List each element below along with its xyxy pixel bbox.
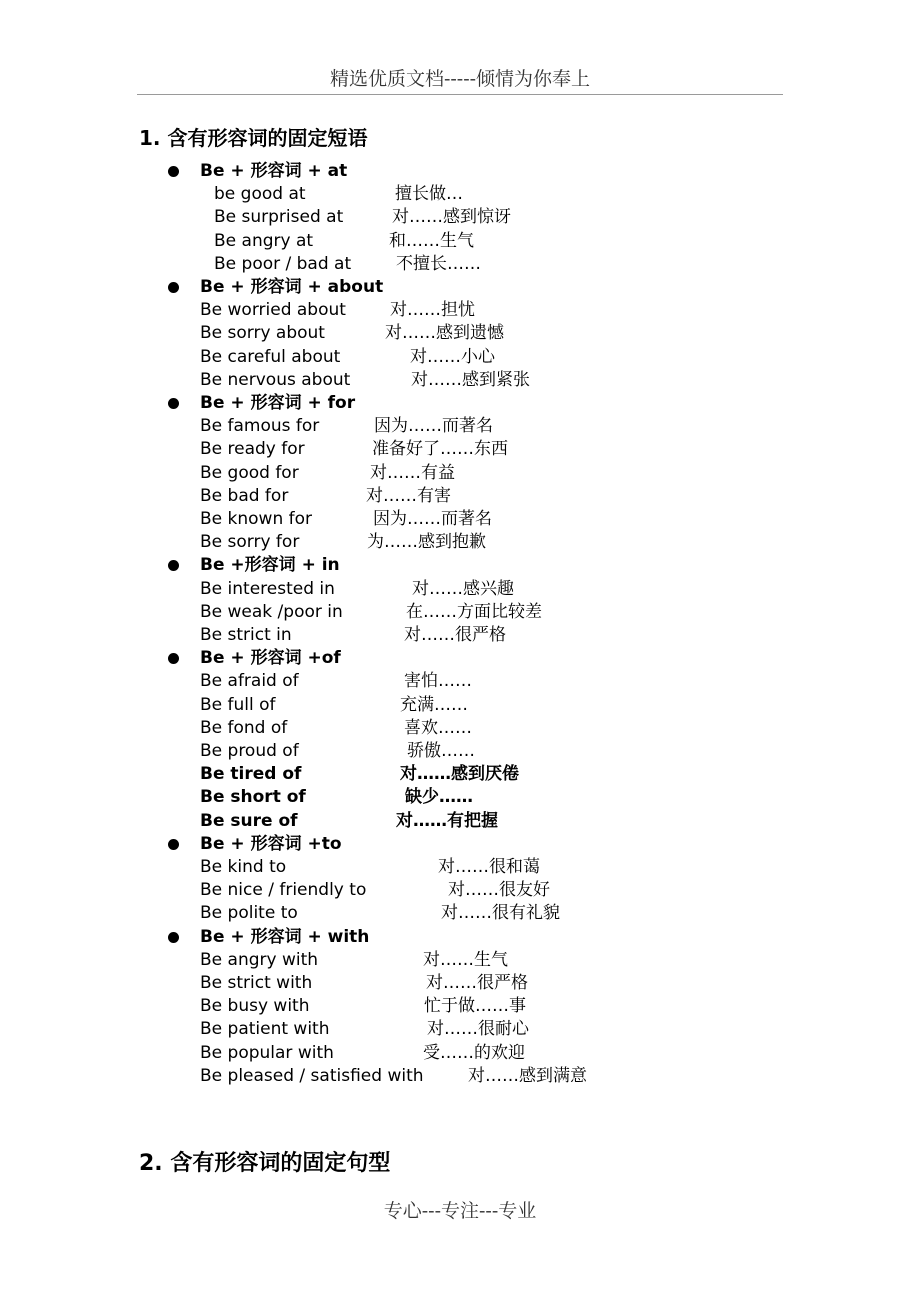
phrase-chinese: 对……担忧 <box>390 300 475 321</box>
phrase-chinese: 因为……而著名 <box>373 509 492 529</box>
phrase-chinese: 害怕…… <box>404 671 472 692</box>
bullet-icon <box>168 560 179 571</box>
phrase-english: Be proud of <box>200 741 299 761</box>
phrase-english: Be nice / friendly to <box>200 880 367 901</box>
section-2-title: 2. 含有形容词的固定句型 <box>139 1151 391 1176</box>
phrase-chinese: 对……感到满意 <box>468 1065 587 1086</box>
phrase-chinese: 对……感到遗憾 <box>385 323 504 344</box>
phrase-chinese: 擅长做… <box>395 184 463 205</box>
phrase-chinese: 对……生气 <box>423 949 508 970</box>
phrase-english: Be patient with <box>200 1019 330 1040</box>
phrase-english: Be strict with <box>200 973 313 993</box>
phrase-chinese: 因为……而著名 <box>374 416 493 437</box>
phrase-chinese: 对……很耐心 <box>427 1019 529 1040</box>
phrase-english: Be tired of <box>200 764 302 785</box>
phrase-chinese: 为……感到抱歉 <box>367 532 486 553</box>
phrase-english: Be polite to <box>200 903 298 924</box>
phrase-chinese: 缺少…… <box>405 787 473 808</box>
phrase-english: Be careful about <box>200 346 341 367</box>
phrase-english: Be good for <box>200 462 299 483</box>
section-1-title: 1. 含有形容词的固定短语 <box>139 126 368 150</box>
bullet-icon <box>168 653 179 664</box>
phrase-english: Be kind to <box>200 857 287 877</box>
phrase-english: Be sorry about <box>200 323 325 344</box>
phrase-chinese: 充满…… <box>400 694 468 715</box>
phrase-chinese: 和……生气 <box>389 230 474 251</box>
phrase-english: Be poor / bad at <box>214 253 352 274</box>
page-header: 精选优质文档-----倾情为你奉上 <box>329 68 591 90</box>
phrase-chinese: 对……有把握 <box>396 810 498 831</box>
phrase-english: be good at <box>214 184 306 205</box>
phrase-chinese: 忙于做……事 <box>424 996 526 1017</box>
phrase-chinese: 对……感到惊讶 <box>392 207 511 228</box>
group-heading: Be + 形容词 + at <box>200 161 348 181</box>
bullet-icon <box>168 398 179 409</box>
phrase-english: Be busy with <box>200 996 310 1017</box>
phrase-chinese: 对……很和蔼 <box>438 857 540 877</box>
phrase-english: Be known for <box>200 509 313 529</box>
group-heading: Be + 形容词 +to <box>200 833 342 854</box>
page-footer: 专心---专注---专业 <box>383 1200 537 1222</box>
phrase-chinese: 准备好了……东西 <box>372 439 508 460</box>
phrase-chinese: 不擅长…… <box>396 253 481 274</box>
phrase-english: Be afraid of <box>200 671 299 692</box>
phrase-english: Be ready for <box>200 439 305 460</box>
phrase-chinese: 对……很严格 <box>404 625 506 645</box>
phrase-english: Be sorry for <box>200 532 300 553</box>
phrase-chinese: 对……有害 <box>366 485 451 506</box>
phrase-chinese: 受……的欢迎 <box>423 1042 525 1063</box>
phrase-english: Be famous for <box>200 416 320 437</box>
phrase-english: Be angry with <box>200 949 319 970</box>
phrase-chinese: 在……方面比较差 <box>406 601 542 622</box>
phrase-english: Be weak /poor in <box>200 601 343 622</box>
phrase-english: Be full of <box>200 694 276 715</box>
phrase-english: Be sure of <box>200 810 298 831</box>
group-heading: Be + 形容词 + for <box>200 393 356 413</box>
phrase-chinese: 对……很友好 <box>448 880 550 901</box>
bullet-icon <box>168 282 179 293</box>
phrase-chinese: 对……感到紧张 <box>411 369 530 390</box>
group-heading: Be + 形容词 +of <box>200 648 341 669</box>
phrase-english: Be pleased / satisfied with <box>200 1065 424 1086</box>
phrase-english: Be strict in <box>200 625 292 645</box>
phrase-english: Be surprised at <box>214 207 344 228</box>
group-heading: Be + 形容词 + about <box>200 277 384 297</box>
phrase-english: Be fond of <box>200 717 288 738</box>
phrase-chinese: 对……很严格 <box>426 973 528 993</box>
phrase-english: Be worried about <box>200 300 346 321</box>
phrase-chinese: 对……很有礼貌 <box>441 903 560 924</box>
phrase-chinese: 对……感到厌倦 <box>400 764 519 785</box>
phrase-english: Be popular with <box>200 1042 334 1063</box>
phrase-english: Be bad for <box>200 485 289 506</box>
phrase-english: Be angry at <box>214 230 314 251</box>
phrase-english: Be interested in <box>200 578 335 599</box>
phrase-english: Be nervous about <box>200 369 351 390</box>
phrase-chinese: 骄傲…… <box>407 741 475 761</box>
group-heading: Be +形容词 + in <box>200 555 340 576</box>
phrase-chinese: 对……小心 <box>410 346 495 367</box>
phrase-chinese: 对……有益 <box>370 462 455 483</box>
bullet-icon <box>168 932 179 943</box>
phrase-english: Be short of <box>200 787 306 808</box>
bullet-icon <box>168 839 179 850</box>
phrase-chinese: 喜欢…… <box>404 717 472 738</box>
bullet-icon <box>168 166 179 177</box>
phrase-chinese: 对……感兴趣 <box>412 578 514 599</box>
header-divider <box>137 94 783 95</box>
group-heading: Be + 形容词 + with <box>200 926 370 947</box>
